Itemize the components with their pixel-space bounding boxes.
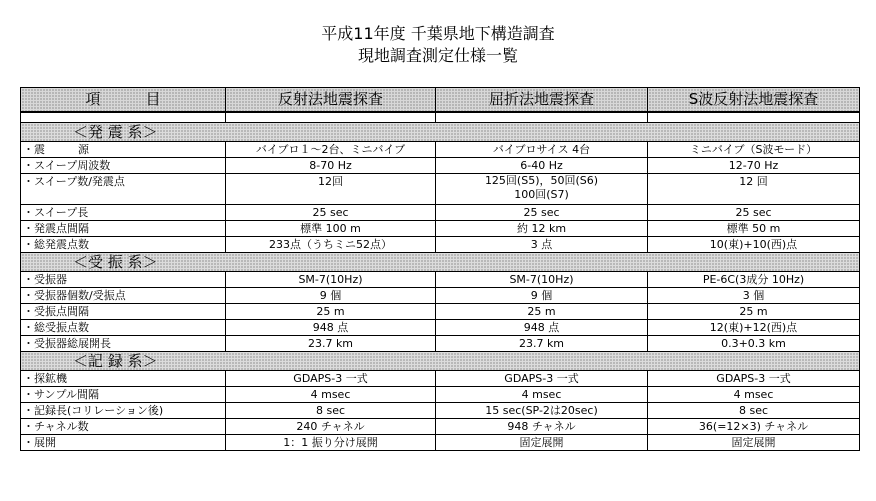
- cell: 948 点: [226, 320, 436, 336]
- cell: ミニバイブ（S波モード）: [648, 142, 860, 158]
- cell: 25 m: [226, 304, 436, 320]
- section-source: ＜発 震 系＞: [21, 123, 860, 142]
- cell: 12-70 Hz: [648, 158, 860, 174]
- row-label: ・探鉱機: [21, 371, 226, 387]
- cell: 25 sec: [436, 205, 648, 221]
- cell: 10(東)+10(西)点: [648, 237, 860, 253]
- cell: 6-40 Hz: [436, 158, 648, 174]
- cell: 固定展開: [648, 435, 860, 451]
- cell: 23.7 km: [436, 336, 648, 352]
- table-row: [21, 205, 860, 221]
- cell: 23.7 km: [226, 336, 436, 352]
- table-row: [21, 272, 860, 288]
- cell: 8 sec: [226, 403, 436, 419]
- section-record: ＜記 録 系＞: [21, 352, 860, 371]
- cell: 4 msec: [648, 387, 860, 403]
- cell: 4 msec: [436, 387, 648, 403]
- cell: 8-70 Hz: [226, 158, 436, 174]
- table-row: [21, 387, 860, 403]
- section-row: [21, 253, 860, 272]
- cell: 0.3+0.3 km: [648, 336, 860, 352]
- section-row: [21, 352, 860, 371]
- cell: 15 sec(SP-2は20sec): [436, 403, 648, 419]
- row-label: ・受振点間隔: [21, 304, 226, 320]
- header-item: 項 目: [21, 88, 226, 113]
- cell: SM-7(10Hz): [226, 272, 436, 288]
- cell: GDAPS-3 一式: [226, 371, 436, 387]
- spacer-row: [21, 112, 860, 123]
- row-label: ・総発震点数: [21, 237, 226, 253]
- cell: 3 個: [648, 288, 860, 304]
- section-row: [21, 123, 860, 142]
- cell: SM-7(10Hz): [436, 272, 648, 288]
- table-row: [21, 304, 860, 320]
- cell: バイブロ１～2台、ミニバイブ: [226, 142, 436, 158]
- row-label: ・スイープ長: [21, 205, 226, 221]
- table-row: [21, 336, 860, 352]
- table-row: [21, 142, 860, 158]
- row-label: ・チャネル数: [21, 419, 226, 435]
- row-label: ・記録長(コリレーション後): [21, 403, 226, 419]
- cell: [436, 174, 648, 205]
- table-row: [21, 237, 860, 253]
- cell: 4 msec: [226, 387, 436, 403]
- cell: 3 点: [436, 237, 648, 253]
- table-row: [21, 403, 860, 419]
- cell: 25 sec: [226, 205, 436, 221]
- cell: 12 回: [648, 174, 860, 205]
- cell: 948 点: [436, 320, 648, 336]
- cell-line: 125回(S5)，50回(S6): [484, 174, 599, 187]
- section-receiver: ＜受 振 系＞: [21, 253, 860, 272]
- row-label: ・震 源: [21, 142, 226, 158]
- cell: 12(東)+12(西)点: [648, 320, 860, 336]
- table-row: [21, 221, 860, 237]
- cell: 約 12 km: [436, 221, 648, 237]
- table-row: [21, 158, 860, 174]
- document-subtitle: 現地調査測定仕様一覧: [357, 46, 518, 65]
- cell: 標準 100 m: [226, 221, 436, 237]
- cell-line: 100回(S7): [514, 188, 569, 201]
- row-label: ・発震点間隔: [21, 221, 226, 237]
- cell: 8 sec: [648, 403, 860, 419]
- header-s-wave: S波反射法地震探査: [648, 88, 860, 113]
- cell: 948 チャネル: [436, 419, 648, 435]
- cell: GDAPS-3 一式: [436, 371, 648, 387]
- cell: 233点（うちミニ52点）: [226, 237, 436, 253]
- cell: 1：1 振り分け展開: [226, 435, 436, 451]
- row-label: ・受振器個数/受振点: [21, 288, 226, 304]
- cell: 25 m: [436, 304, 648, 320]
- table-row: [21, 435, 860, 451]
- row-label: ・受振器総展開長: [21, 336, 226, 352]
- table-row: [21, 174, 860, 205]
- cell: 240 チャネル: [226, 419, 436, 435]
- table-row: [21, 288, 860, 304]
- row-label: ・スイープ数/発震点: [21, 174, 226, 205]
- table-row: [21, 419, 860, 435]
- cell: 12回: [226, 174, 436, 205]
- table-row: [21, 320, 860, 336]
- header-refraction: 屈折法地震探査: [436, 88, 648, 113]
- table-row: [21, 371, 860, 387]
- row-label: ・受振器: [21, 272, 226, 288]
- cell: 固定展開: [436, 435, 648, 451]
- row-label: ・スイープ周波数: [21, 158, 226, 174]
- row-label: ・展開: [21, 435, 226, 451]
- cell: 25 m: [648, 304, 860, 320]
- cell: PE-6C(3成分 10Hz): [648, 272, 860, 288]
- cell: 9 個: [226, 288, 436, 304]
- header-reflection: 反射法地震探査: [226, 88, 436, 113]
- survey-spec-table: [20, 87, 860, 451]
- row-label: ・総受振点数: [21, 320, 226, 336]
- cell: 36(=12×3) チャネル: [648, 419, 860, 435]
- cell: 標準 50 m: [648, 221, 860, 237]
- document-title: 平成11年度 千葉県地下構造調査: [321, 24, 555, 43]
- header-row: [21, 88, 860, 113]
- cell: バイブロサイス 4台: [436, 142, 648, 158]
- cell: GDAPS-3 一式: [648, 371, 860, 387]
- cell: 9 個: [436, 288, 648, 304]
- row-label: ・サンプル間隔: [21, 387, 226, 403]
- cell: 25 sec: [648, 205, 860, 221]
